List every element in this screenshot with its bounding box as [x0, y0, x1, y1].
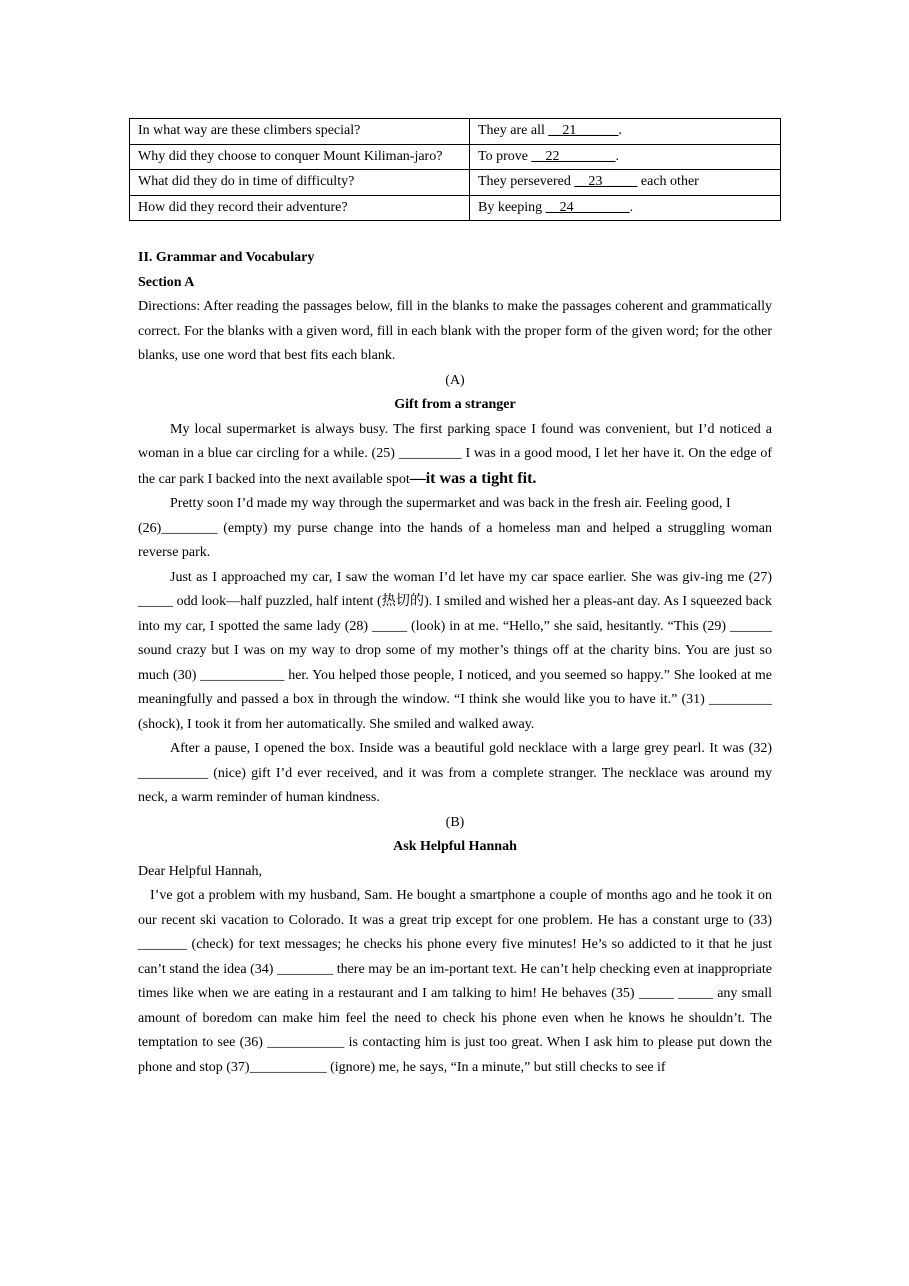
answer-prefix: They are all	[478, 123, 549, 138]
answer-prefix: By keeping	[478, 199, 546, 215]
passage-a-p1-emphasis: —it was a tight fit.	[409, 469, 537, 487]
answer-blank[interactable]: __24________	[545, 199, 630, 215]
answer-suffix: each other	[637, 174, 699, 189]
answer-blank[interactable]: __21______	[548, 123, 619, 138]
question-answer-table	[129, 118, 781, 221]
answer-cell	[470, 144, 781, 170]
directions-text: Directions: After reading the passages below, fill in the blanks to make the passages coherent and grammatically correct. For the blanks with a given word, fill in each blank with the proper form of the given word; for the other blanks, use one word that best fits each blank.	[138, 299, 772, 363]
table-row	[130, 119, 781, 145]
passage-a-p1-text: My local supermarket is always busy. The first parking space I found was convenient, but I’d noticed a woman in a blue car circling for a while. (25) _________ I was in a good mood, I let her have it. On the edge of the car park I backed into the next available spot	[138, 421, 772, 487]
passage-b-paragraph: I’ve got a problem with my husband, Sam. He bought a smartphone a couple of months ago and he took it on our recent ski vacation to Colorado. It was a great trip except for one problem. He has a constant urge to (33) _______ (check) for text messages; he checks his phone every five minutes! He’s so addicted to it that he just can’t stand the idea (34) ________ there may be an im-portant text. He can’t help checking even at inappropriate times like when we are eating in a restaurant and I am talking to him! He behaves (35) _____ _____ any small amount of boredom can make him feel the need to check his phone even when he knows he shouldn’t. The temptation to see (36) ___________ is contacting him is just too great. When I ask him to please put down the phone and stop (37)___________ (ignore) me, he says, “In a minute,” but still checks to see if	[138, 888, 772, 1075]
passage-a-title: Gift from a stranger	[394, 397, 516, 412]
answer-prefix: To prove	[478, 148, 532, 164]
answer-suffix: .	[629, 199, 634, 215]
answer-blank[interactable]: __23_____	[574, 174, 638, 189]
answer-suffix: .	[618, 123, 622, 138]
passage-a-paragraph	[138, 418, 772, 493]
passage-a-paragraph: (26)________ (empty) my purse change into the hands of a homeless man and helped a struggling woman reverse park.	[138, 520, 772, 560]
question-cell: How did they record their adventure?	[130, 195, 470, 221]
passage-a-paragraph: Pretty soon I’d made my way through the supermarket and was back in the fresh air. Feeling good, I	[170, 496, 731, 511]
table-row	[130, 170, 781, 196]
answer-cell	[470, 195, 781, 221]
answer-prefix: They persevered	[478, 174, 575, 189]
main-content	[138, 246, 772, 1080]
section-subtitle: Section A	[138, 274, 195, 290]
table-row	[130, 195, 781, 221]
section-title: II. Grammar and Vocabulary	[138, 250, 315, 265]
answer-suffix: .	[615, 148, 619, 164]
passage-b-label: (B)	[445, 814, 465, 830]
question-cell: What did they do in time of difficulty?	[130, 170, 470, 196]
passage-a-paragraph: After a pause, I opened the box. Inside was a beautiful gold necklace with a large grey pearl. It was (32) __________ (nice) gift I’d ever received, and it was from a complete stranger. The necklace was around my neck, a warm reminder of human kindness.	[138, 741, 772, 805]
answer-cell	[470, 119, 781, 145]
table-row	[130, 144, 781, 170]
answer-blank[interactable]: __22________	[531, 148, 616, 164]
question-cell: In what way are these climbers special?	[130, 119, 470, 145]
passage-b-title: Ask Helpful Hannah	[393, 839, 517, 854]
answer-cell	[470, 170, 781, 196]
passage-a-label: (A)	[445, 372, 465, 388]
passage-b-greeting: Dear Helpful Hannah,	[138, 863, 263, 879]
passage-a-paragraph: Just as I approached my car, I saw the woman I’d let have my car space earlier. She was giv-ing me (27) _____ odd look—half puzzled, half intent (热切的). I smiled and wished her a pleas-ant day. As I squeezed back into my car, I spotted the same lady (28) _____ (look) in at me. “Hello,” she said, hesitantly. “This (29) ______ sound crazy but I was on my way to drop some of my mother’s things off at the charity bins. You are just so much (30) ____________ her. You helped those people, I noticed, and you seemed so happy.” She looked at me meaningfully and passed a box in through the window. “I think she would like you to have it.” (31) _________ (shock), I took it from her automatically. She smiled and walked away.	[138, 569, 772, 732]
question-cell: Why did they choose to conquer Mount Kiliman-jaro?	[130, 144, 470, 170]
